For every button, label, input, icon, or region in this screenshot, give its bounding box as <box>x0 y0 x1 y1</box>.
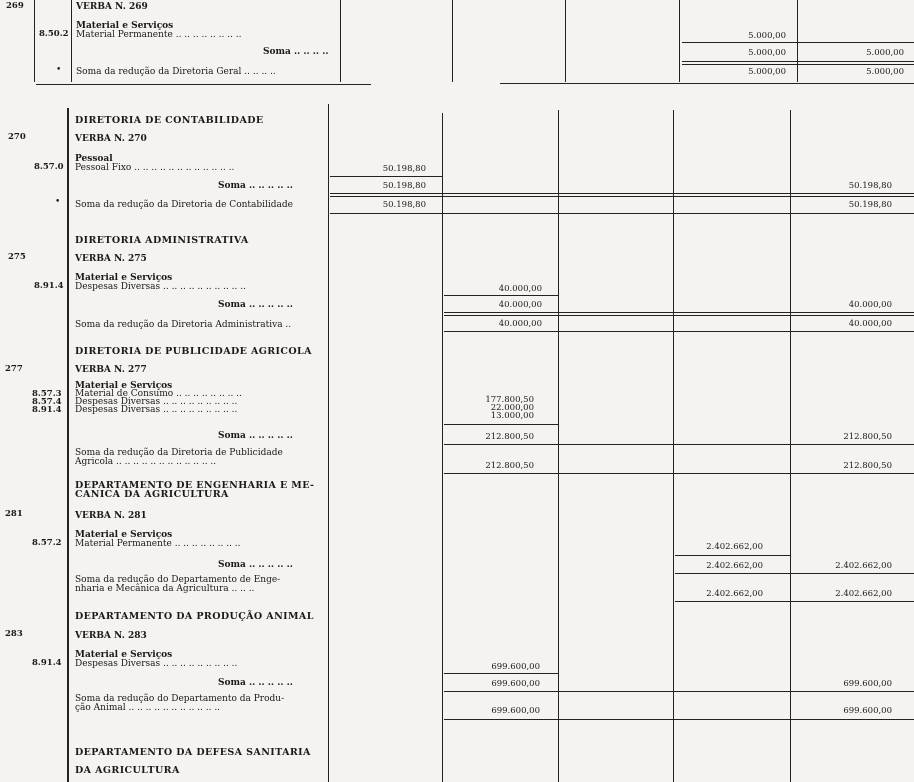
verba-number: 269 <box>6 1 24 11</box>
section-heading: DEPARTAMENTO DE ENGENHARIA E ME- <box>75 480 315 491</box>
section-heading: DEPARTAMENTO DA PRODUÇÃO ANIMAL <box>75 611 314 622</box>
item-label: Pessoal Fixo .. .. .. .. .. .. .. .. .. .. .. .. <box>75 163 235 173</box>
item-value: 22.000,00 <box>490 403 534 413</box>
category: Material e Serviços <box>75 273 173 283</box>
soma-value: 5.000,00 <box>866 48 904 58</box>
rule <box>790 110 791 782</box>
category: Material e Serviços <box>75 381 173 391</box>
item-value: 2.402.662,00 <box>706 542 763 552</box>
rule <box>797 0 798 82</box>
rule <box>444 295 559 296</box>
rule <box>444 444 914 445</box>
item-label: Despesas Diversas .. .. .. .. .. .. .. .. .. <box>75 397 238 407</box>
verba-number: 281 <box>5 509 23 519</box>
soma-value: 699.600,00 <box>491 679 540 689</box>
soma-label: Soma .. .. .. .. .. <box>218 678 293 688</box>
soma-value: 5.000,00 <box>748 48 786 58</box>
soma-value: 212.800,50 <box>485 432 534 442</box>
item-label: Material Permanente .. .. .. .. .. .. .. .. <box>76 30 242 40</box>
reduction-label: Soma da redução do Departamento da Produ- <box>75 694 285 704</box>
rule <box>675 601 914 602</box>
rule <box>565 0 566 82</box>
item-label: Material Permanente .. .. .. .. .. .. .. .. <box>75 539 241 549</box>
rule <box>340 0 341 82</box>
section-heading: DIRETORIA DE PUBLICIDADE AGRICOLA <box>75 346 312 357</box>
reduction-label: Agricola .. .. .. .. .. .. .. .. .. .. .. .. <box>75 457 217 467</box>
rule <box>330 213 914 214</box>
category: Material e Serviços <box>75 530 173 540</box>
rule <box>330 193 914 194</box>
reduction-value: 50.198,80 <box>382 200 426 210</box>
reduction-label: Soma da redução da Diretoria de Contabilidade <box>75 200 293 210</box>
rule <box>682 42 914 43</box>
reduction-value: 212.800,50 <box>843 461 892 471</box>
verba-title: VERBA N. 269 <box>76 2 148 12</box>
rule <box>444 331 914 332</box>
verba-number: 277 <box>5 364 23 374</box>
item-label: Despesas Diversas .. .. .. .. .. .. .. .. .. <box>75 405 238 415</box>
section-heading: DA AGRICULTURA <box>75 765 180 776</box>
soma-value: 40.000,00 <box>498 300 542 310</box>
rule <box>444 315 914 316</box>
verba-title: VERBA N. 270 <box>75 134 147 144</box>
item-value: 13.000,00 <box>490 411 534 421</box>
rule <box>330 196 914 197</box>
rule <box>444 673 559 674</box>
item-code: 8.91.4 <box>32 405 62 415</box>
reduction-value: 40.000,00 <box>848 319 892 329</box>
verba-number: 283 <box>5 629 23 639</box>
category: Material e Serviços <box>75 650 173 660</box>
rule <box>682 61 914 62</box>
verba-title: VERBA N. 281 <box>75 511 147 521</box>
item-code: 8.50.2 <box>39 29 69 39</box>
section-heading: DEPARTAMENTO DA DEFESA SANITARIA <box>75 747 311 758</box>
rule <box>500 83 914 84</box>
rule <box>444 719 914 720</box>
section-heading: CANICA DA AGRICULTURA <box>75 489 229 500</box>
reduction-value: 699.600,00 <box>843 706 892 716</box>
soma-label: Soma .. .. .. .. .. <box>218 300 293 310</box>
verba-number: 275 <box>8 252 26 262</box>
soma-value: 212.800,50 <box>843 432 892 442</box>
rule <box>36 84 371 85</box>
soma-value: 2.402.662,00 <box>835 561 892 571</box>
bullet: • <box>56 65 62 75</box>
section-heading: DIRETORIA ADMINISTRATIVA <box>75 235 249 246</box>
item-label: Material de Consumo .. .. .. .. .. .. .. .. <box>75 389 242 399</box>
rule <box>682 64 914 65</box>
reduction-value: 5.000,00 <box>866 67 904 77</box>
reduction-value: 699.600,00 <box>491 706 540 716</box>
reduction-label: nharia e Mecânica da Agricultura .. .. .. <box>75 584 255 594</box>
item-value: 177.800,50 <box>485 395 534 405</box>
reduction-value: 40.000,00 <box>498 319 542 329</box>
verba-title: VERBA N. 283 <box>75 631 147 641</box>
item-code: 8.91.4 <box>34 281 64 291</box>
reduction-value: 50.198,80 <box>848 200 892 210</box>
soma-label: Soma .. .. .. .. <box>263 47 329 57</box>
item-label: Despesas Diversas .. .. .. .. .. .. .. .. .. <box>75 659 238 669</box>
item-code: 8.57.4 <box>32 397 62 407</box>
soma-value: 699.600,00 <box>843 679 892 689</box>
reduction-label: Soma da redução da Diretoria de Publicidade <box>75 448 283 458</box>
soma-value: 50.198,80 <box>848 181 892 191</box>
rule <box>330 176 442 177</box>
soma-label: Soma .. .. .. .. .. <box>218 181 293 191</box>
verba-title: VERBA N. 277 <box>75 365 147 375</box>
rule <box>675 573 914 574</box>
rule <box>444 424 559 425</box>
item-code: 8.57.3 <box>32 389 62 399</box>
bullet: • <box>55 197 61 207</box>
rule <box>444 312 914 313</box>
category: Pessoal <box>75 154 113 164</box>
verba-title: VERBA N. 275 <box>75 254 147 264</box>
rule <box>67 108 69 782</box>
reduction-label: Soma da redução da Diretoria Geral .. .. .. .. <box>76 67 276 77</box>
item-value: 699.600,00 <box>491 662 540 672</box>
rule <box>71 0 72 82</box>
reduction-label: Soma da redução do Departamento de Enge- <box>75 575 281 585</box>
section-heading: DIRETORIA DE CONTABILIDADE <box>75 115 264 126</box>
reduction-value: 5.000,00 <box>748 67 786 77</box>
verba-number: 270 <box>8 132 26 142</box>
rule <box>673 110 674 782</box>
item-code: 8.91.4 <box>32 658 62 668</box>
soma-value: 50.198,80 <box>382 181 426 191</box>
item-code: 8.57.0 <box>34 162 64 172</box>
rule <box>444 691 914 692</box>
reduction-label: Soma da redução da Diretoria Administrativa .. <box>75 320 292 330</box>
soma-label: Soma .. .. .. .. .. <box>218 560 293 570</box>
soma-label: Soma .. .. .. .. .. <box>218 431 293 441</box>
rule <box>675 555 791 556</box>
item-value: 5.000,00 <box>748 31 786 41</box>
reduction-label: ção Animal .. .. .. .. .. .. .. .. .. .. .. <box>75 703 221 713</box>
rule <box>558 110 559 782</box>
reduction-value: 2.402.662,00 <box>835 589 892 599</box>
reduction-value: 212.800,50 <box>485 461 534 471</box>
rule <box>679 0 680 82</box>
rule <box>452 0 453 82</box>
soma-value: 40.000,00 <box>848 300 892 310</box>
item-value: 50.198,80 <box>382 164 426 174</box>
rule <box>34 0 35 82</box>
item-code: 8.57.2 <box>32 538 62 548</box>
rule <box>328 104 329 782</box>
item-value: 40.000,00 <box>498 284 542 294</box>
category: Material e Serviços <box>76 21 174 31</box>
item-label: Despesas Diversas .. .. .. .. .. .. .. .. .. .. <box>75 282 246 292</box>
soma-value: 2.402.662,00 <box>706 561 763 571</box>
reduction-value: 2.402.662,00 <box>706 589 763 599</box>
rule <box>444 473 914 474</box>
